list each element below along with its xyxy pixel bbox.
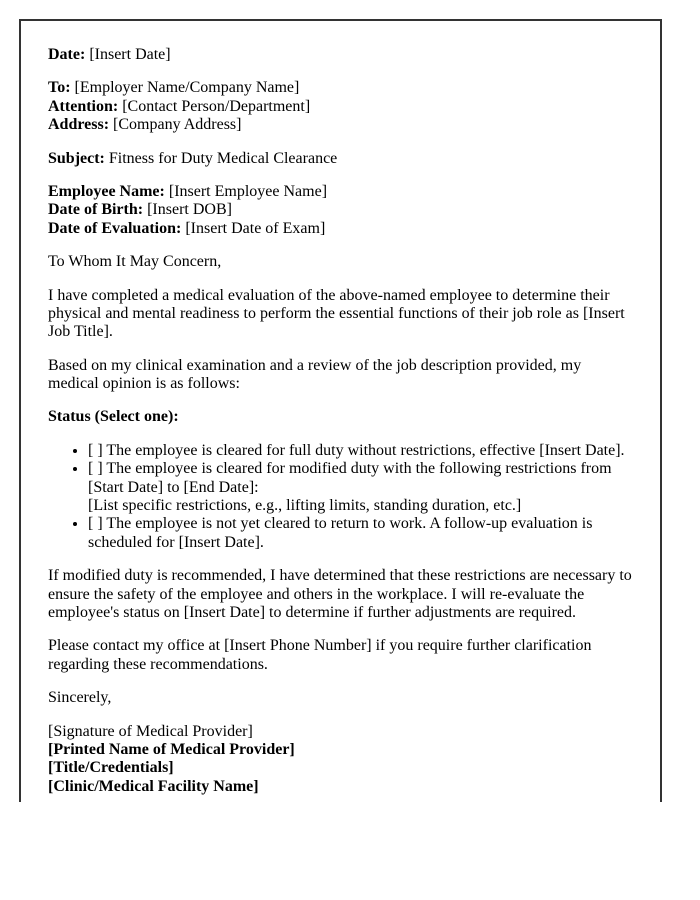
subject-line	[48, 150, 632, 168]
attention-value: [Contact Person/Department]	[122, 97, 311, 115]
evaluation-date-label: Date of Evaluation:	[48, 219, 182, 237]
status-heading-text: Status (Select one):	[48, 408, 179, 426]
status-option-modified-duty	[88, 460, 632, 515]
status-option-full-duty	[88, 442, 632, 460]
intro-paragraph: I have completed a medical evaluation of the above-named employee to determine their physical and mental readiness to perform the essential functions of their job role as [Insert Job Title].	[48, 286, 625, 341]
salutation: To Whom It May Concern,	[48, 253, 222, 271]
attention-label: Attention:	[48, 97, 119, 115]
subject-value: Fitness for Duty Medical Clearance	[108, 149, 338, 167]
modified-duty-note-paragraph: If modified duty is recommended, I have determined that these restrictions are necessary to ensure the safety of the employee and others in the workplace. I will re-evaluate the employee's status on [Insert Date] to determine if further adjustments are required.	[48, 567, 632, 621]
employee-name-label: Employee Name:	[48, 182, 165, 200]
to-label: To:	[48, 79, 71, 97]
status-option-modified-duty-text: [ ] The employee is cleared for modified duty with the following restrictions from [Start Date] to [End Date]:	[88, 460, 612, 496]
letter-document	[19, 19, 662, 802]
status-options-list	[48, 442, 632, 552]
recipient-block	[48, 79, 632, 134]
to-value: [Employer Name/Company Name]	[74, 79, 300, 97]
evaluation-date-value: [Insert Date of Exam]	[185, 219, 326, 237]
subject-label: Subject:	[48, 149, 105, 167]
signoff: Sincerely,	[48, 689, 112, 707]
status-option-not-cleared	[88, 515, 632, 552]
status-heading	[48, 408, 632, 426]
printed-name-line: [Printed Name of Medical Provider]	[48, 740, 295, 758]
signature-line: [Signature of Medical Provider]	[48, 722, 253, 740]
employee-name-value: [Insert Employee Name]	[168, 182, 328, 200]
address-value: [Company Address]	[113, 116, 242, 134]
contact-paragraph: Please contact my office at [Insert Phone Number] if you require further clarification regarding these recommendations.	[48, 637, 592, 673]
status-option-full-duty-text: [ ] The employee is cleared for full duty without restrictions, effective [Insert Date].	[88, 441, 625, 459]
employee-block	[48, 183, 632, 238]
status-option-not-cleared-text: [ ] The employee is not yet cleared to return to work. A follow-up evaluation is scheduled for [Insert Date].	[88, 515, 593, 551]
date-line	[48, 46, 632, 64]
dob-value: [Insert DOB]	[147, 201, 232, 219]
basis-paragraph: Based on my clinical examination and a review of the job description provided, my medical opinion is as follows:	[48, 356, 582, 393]
address-label: Address:	[48, 116, 110, 134]
title-credentials-line: [Title/Credentials]	[48, 759, 174, 777]
signature-block	[48, 723, 632, 797]
date-value: [Insert Date]	[89, 46, 171, 63]
facility-line: [Clinic/Medical Facility Name]	[48, 777, 259, 795]
dob-label: Date of Birth:	[48, 201, 144, 219]
status-option-modified-duty-restrictions: [List specific restrictions, e.g., lifting limits, standing duration, etc.]	[88, 497, 522, 515]
date-label: Date:	[48, 46, 86, 63]
